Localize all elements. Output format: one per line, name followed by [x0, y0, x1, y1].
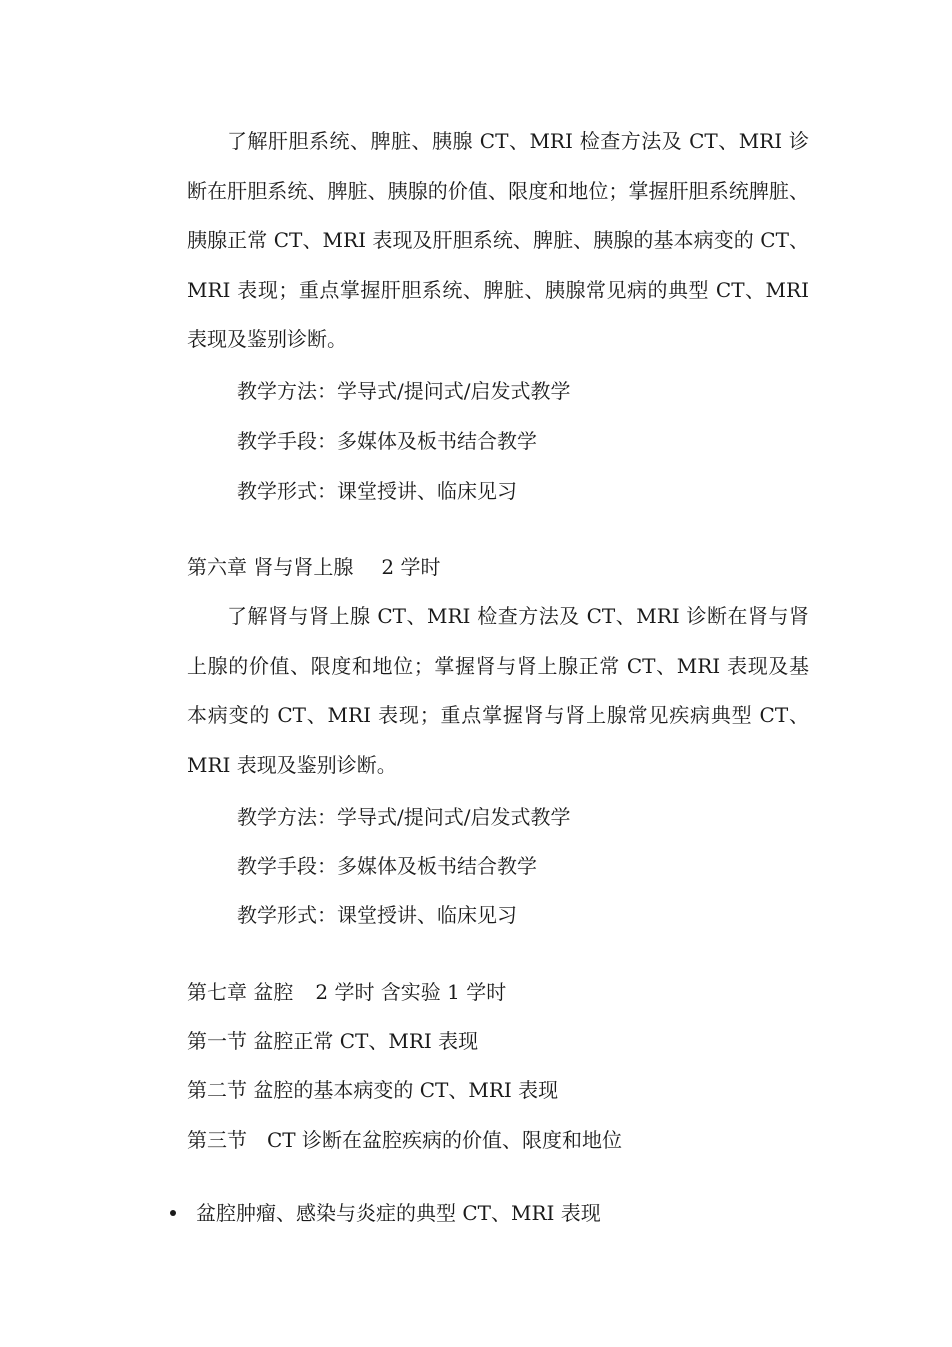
section5-teaching-method: 教学方法：学导式/提问式/启发式教学: [237, 379, 571, 403]
section5-paragraph: 了解肝胆系统、脾脏、胰腺 CT、MRI 检查方法及 CT、MRI 诊断在肝胆系统、脾脏、胰腺的价值、限度和地位；掌握肝胆系统脾脏、胰腺正常 CT、MRI 表现及肝胆系统、脾脏、胰腺的基本病变的 CT、MRI 表现；重点掌握肝胆系统、脾脏、胰腺常见病的典型 CT、MRI 表现及鉴别诊断。: [187, 129, 809, 351]
chapter7-section-1: 第一节 盆腔正常 CT、MRI 表现: [187, 1029, 479, 1053]
chapter6-teaching-method: 教学方法：学导式/提问式/启发式教学: [237, 805, 571, 829]
chapter6-paragraph: 了解肾与肾上腺 CT、MRI 检查方法及 CT、MRI 诊断在肾与肾上腺的价值、限度和地位；掌握肾与肾上腺正常 CT、MRI 表现及基本病变的 CT、MRI 表现；重点掌握肾与肾上腺常见疾病典型 CT、MRI 表现及鉴别诊断。: [187, 604, 809, 777]
bullet-dot-icon: [170, 1210, 176, 1216]
chapter7-heading: [187, 979, 506, 1005]
chapter7-section-2: 第二节 盆腔的基本病变的 CT、MRI 表现: [187, 1078, 559, 1102]
chapter6-title: 第六章 肾与肾上腺: [187, 555, 354, 579]
section5-teaching-means: 教学手段：多媒体及板书结合教学: [237, 429, 537, 453]
bullet-list-item: [170, 1200, 601, 1226]
chapter7-hours: 2 学时 含实验 1 学时: [315, 980, 507, 1004]
bullet-text: 盆腔肿瘤、感染与炎症的典型 CT、MRI 表现: [196, 1201, 601, 1225]
section5-teaching-form: 教学形式：课堂授讲、临床见习: [237, 479, 517, 503]
chapter7-title: 第七章 盆腔: [187, 980, 294, 1004]
chapter6-hours: 2 学时: [381, 555, 441, 579]
chapter6-heading: [187, 554, 440, 580]
chapter7-section-3: 第三节 CT 诊断在盆腔疾病的价值、限度和地位: [187, 1128, 622, 1152]
chapter6-teaching-form: 教学形式：课堂授讲、临床见习: [237, 903, 517, 927]
chapter6-teaching-means: 教学手段：多媒体及板书结合教学: [237, 854, 537, 878]
